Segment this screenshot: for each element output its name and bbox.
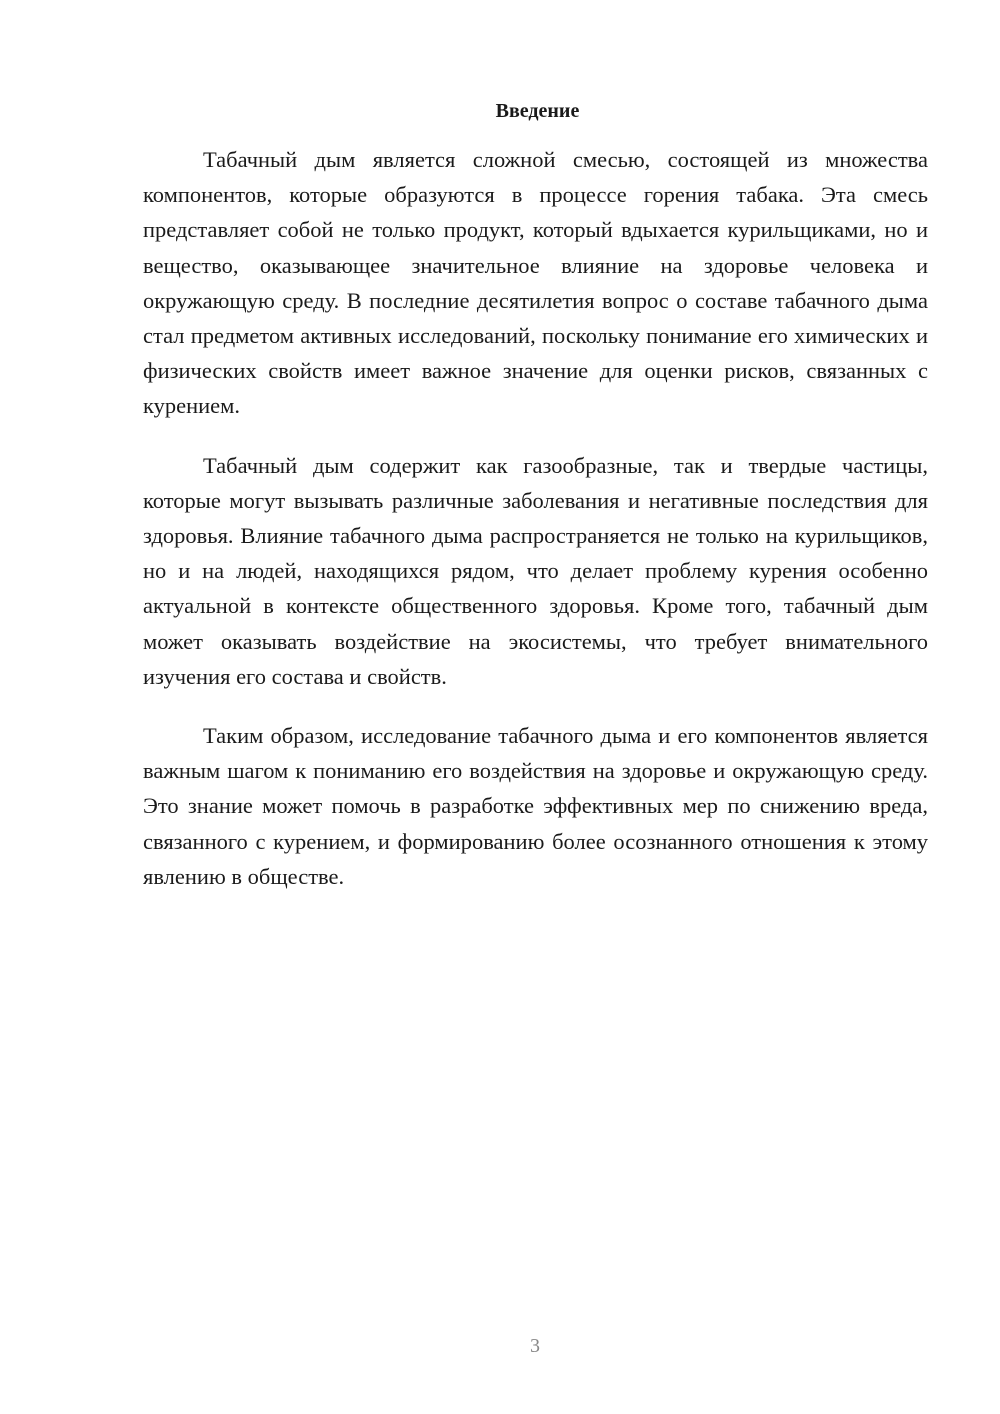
paragraph-3: Таким образом, исследование табачного дыма и его компонентов является важным шагом к пониманию его воздействия на здоровье и окружающую среду. Это знание может помочь в разработке эффективных мер по снижению вреда, связанного с курением, и формированию более осознанного отношения к этому явлению в обществе. — [143, 723, 928, 889]
paragraph-2: Табачный дым содержит как газообразные, так и твердые частицы, которые могут вызывать различные заболевания и негативные последствия для здоровья. Влияние табачного дыма распространяется не только на курильщиков, но и на людей, находящихся рядом, что делает проблему курения особенно актуальной в контексте общественного здоровья. Кроме того, табачный дым может оказывать воздействие на экосистемы, что требует внимательного изучения его состава и свойств. — [143, 452, 928, 689]
page-number: 3 — [530, 1335, 540, 1357]
section-heading: Введение — [495, 100, 580, 122]
paragraph-1: Табачный дым является сложной смесью, состоящей из множества компонентов, которые образуются в процессе горения табака. Эта смесь представляет собой не только продукт, который вдыхается курильщиками, но и вещество, оказывающее значительное влияние на здоровье человека и окружающую среду. В последние десятилетия вопрос о составе табачного дыма стал предметом активных исследований, поскольку понимание его химических и физических свойств имеет важное значение для оценки рисков, связанных с курением. — [143, 147, 928, 419]
document-body — [143, 96, 928, 918]
